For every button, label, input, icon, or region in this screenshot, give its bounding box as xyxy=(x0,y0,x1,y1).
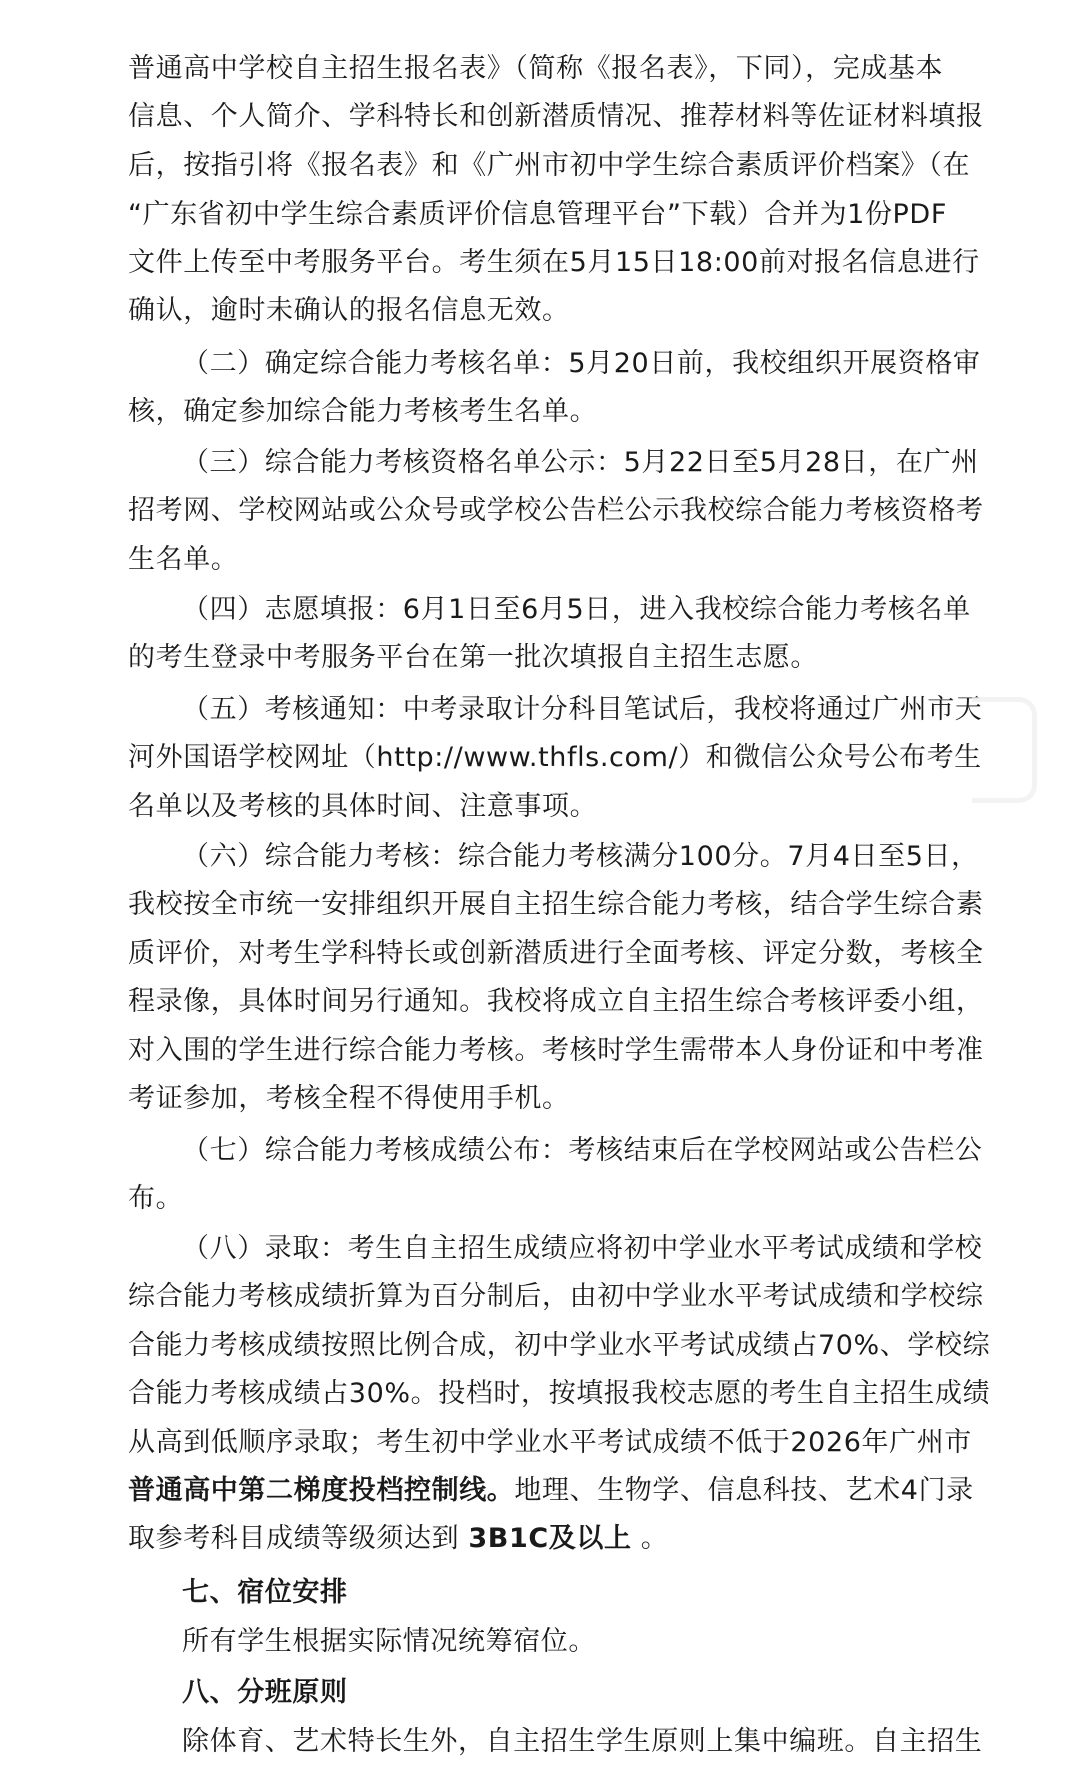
text-line: 的考生登录中考服务平台在第一批次填报自主招生志愿。 xyxy=(128,642,818,673)
text-line: 对入围的学生进行综合能力考核。考核时学生需带本人身份证和中考准 xyxy=(128,1035,984,1066)
text-line: “广东省初中学生综合素质评价信息管理平台”下载）合并为1份PDF xyxy=(128,199,947,230)
bold-text: 普通高中第二梯度投档控制线。 xyxy=(128,1475,515,1506)
text-line: 普通高中学校自主招生报名表》（简称《报名表》，下同），完成基本 xyxy=(128,53,944,84)
text-line: 从高到低顺序录取；考生初中学业水平考试成绩不低于2026年广州市 xyxy=(128,1427,972,1458)
text-line: 信息、个人简介、学科特长和创新潜质情况、推荐材料等佐证材料填报 xyxy=(128,101,984,132)
text-line: 布。 xyxy=(128,1183,184,1214)
text-line: 后，按指引将《报名表》和《广州市初中学生综合素质评价档案》（在 xyxy=(128,150,971,181)
text-line: 名单以及考核的具体时间、注意事项。 xyxy=(128,791,598,822)
text-line: 生名单。 xyxy=(128,544,239,575)
paragraph-8-start: （八）录取：考生自主招生成绩应将初中学业水平考试成绩和学校 xyxy=(182,1233,983,1264)
faint-edge-mark xyxy=(972,697,1037,803)
paragraph-3-start: （三）综合能力考核资格名单公示：5月22日至5月28日，在广州 xyxy=(182,447,979,478)
paragraph-5-start: （五）考核通知：中考录取计分科目笔试后，我校将通过广州市天 xyxy=(182,694,983,725)
section-heading-7: 七、宿位安排 xyxy=(182,1577,348,1608)
paragraph-4-start: （四）志愿填报：6月1日至6月5日，进入我校综合能力考核名单 xyxy=(182,594,971,625)
bold-text: 3B1C及以上 xyxy=(468,1523,632,1554)
text-line: 合能力考核成绩按照比例合成，初中学业水平考试成绩占70%、学校综 xyxy=(128,1330,991,1361)
text-line: 质评价，对考生学科特长或创新潜质进行全面考核、评定分数，考核全 xyxy=(128,938,984,969)
text-span: 。 xyxy=(631,1523,669,1554)
text-line-with-bold xyxy=(128,1522,668,1556)
text-line: 综合能力考核成绩折算为百分制后，由初中学业水平考试成绩和学校综 xyxy=(128,1281,984,1312)
text-line: 确认，逾时未确认的报名信息无效。 xyxy=(128,295,570,326)
text-span: 地理、生物学、信息科技、艺术4门录 xyxy=(514,1475,974,1506)
text-line-with-bold xyxy=(128,1474,974,1508)
text-line: 文件上传至中考服务平台。考生须在5月15日18:00前对报名信息进行 xyxy=(128,247,980,278)
text-line: 我校按全市统一安排组织开展自主招生综合能力考核，结合学生综合素 xyxy=(128,889,984,920)
paragraph-2-start: （二）确定综合能力考核名单：5月20日前，我校组织开展资格审 xyxy=(182,348,981,379)
paragraph-6-start: （六）综合能力考核：综合能力考核满分100分。7月4日至5日， xyxy=(182,841,979,872)
text-span: 取参考科目成绩等级须达到 xyxy=(128,1523,469,1554)
text-line: 招考网、学校网站或公众号或学校公告栏公示我校综合能力考核资格考 xyxy=(128,495,984,526)
section-heading-8: 八、分班原则 xyxy=(182,1677,348,1708)
section-7-text: 所有学生根据实际情况统筹宿位。 xyxy=(182,1626,596,1657)
text-line: 程录像，具体时间另行通知。我校将成立自主招生综合考核评委小组， xyxy=(128,986,984,1017)
paragraph-7-start: （七）综合能力考核成绩公布：考核结束后在学校网站或公告栏公 xyxy=(182,1135,983,1166)
text-line: 考证参加，考核全程不得使用手机。 xyxy=(128,1083,570,1114)
text-line: 合能力考核成绩占30%。投档时，按填报我校志愿的考生自主招生成绩 xyxy=(128,1378,991,1409)
section-8-text: 除体育、艺术特长生外，自主招生学生原则上集中编班。自主招生 xyxy=(182,1726,983,1757)
text-line: 河外国语学校网址（http://www.thfls.com/）和微信公众号公布考生 xyxy=(128,742,982,773)
text-line: 核，确定参加综合能力考核考生名单。 xyxy=(128,396,598,427)
